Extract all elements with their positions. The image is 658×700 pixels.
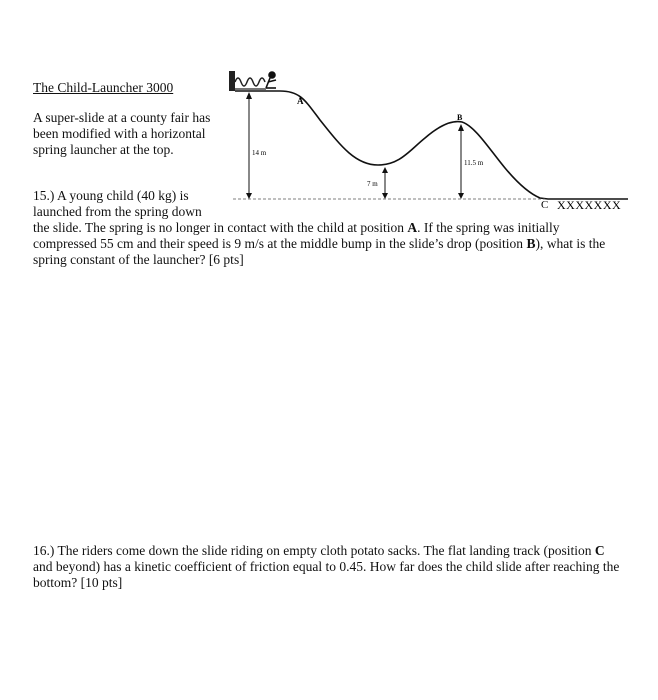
intro-text: A super-slide at a county fair has been modified with a horizontal spring launcher at the top.	[33, 110, 211, 157]
launcher-wall	[229, 71, 235, 91]
label-b: B	[457, 113, 463, 122]
height-start-label: 14 m	[252, 149, 267, 157]
label-c: C	[541, 199, 549, 211]
label-a: A	[297, 96, 304, 106]
slide-track	[235, 91, 628, 199]
child-figure	[266, 72, 276, 88]
height-valley-label: 7 m	[367, 180, 378, 188]
question-15-rest: the slide. The spring is no longer in contact with the child at position A. If the spring was initially compressed 55 cm and their speed is 9 m/s at the middle bump in the slide’s drop (position B), what is the spring constant of the launcher? [6 pts]	[33, 220, 606, 267]
spring-coil	[235, 78, 265, 86]
friction-marks: XXXXXXX	[557, 198, 622, 212]
page-title: The Child-Launcher 3000	[33, 80, 174, 95]
question-15-start	[33, 188, 233, 220]
question-16: 16.) The riders come down the slide riding on empty cloth potato sacks. The flat landing track (position C and beyond) has a kinetic coefficient of friction equal to 0.45. How far does the child slide after reaching the bottom? [10 pts]	[33, 543, 620, 590]
height-bump-label: 11.5 m	[464, 159, 484, 167]
question-15-line2: launched from the spring down	[33, 204, 202, 219]
question-15-line1: 15.) A young child (40 kg) is	[33, 188, 189, 203]
